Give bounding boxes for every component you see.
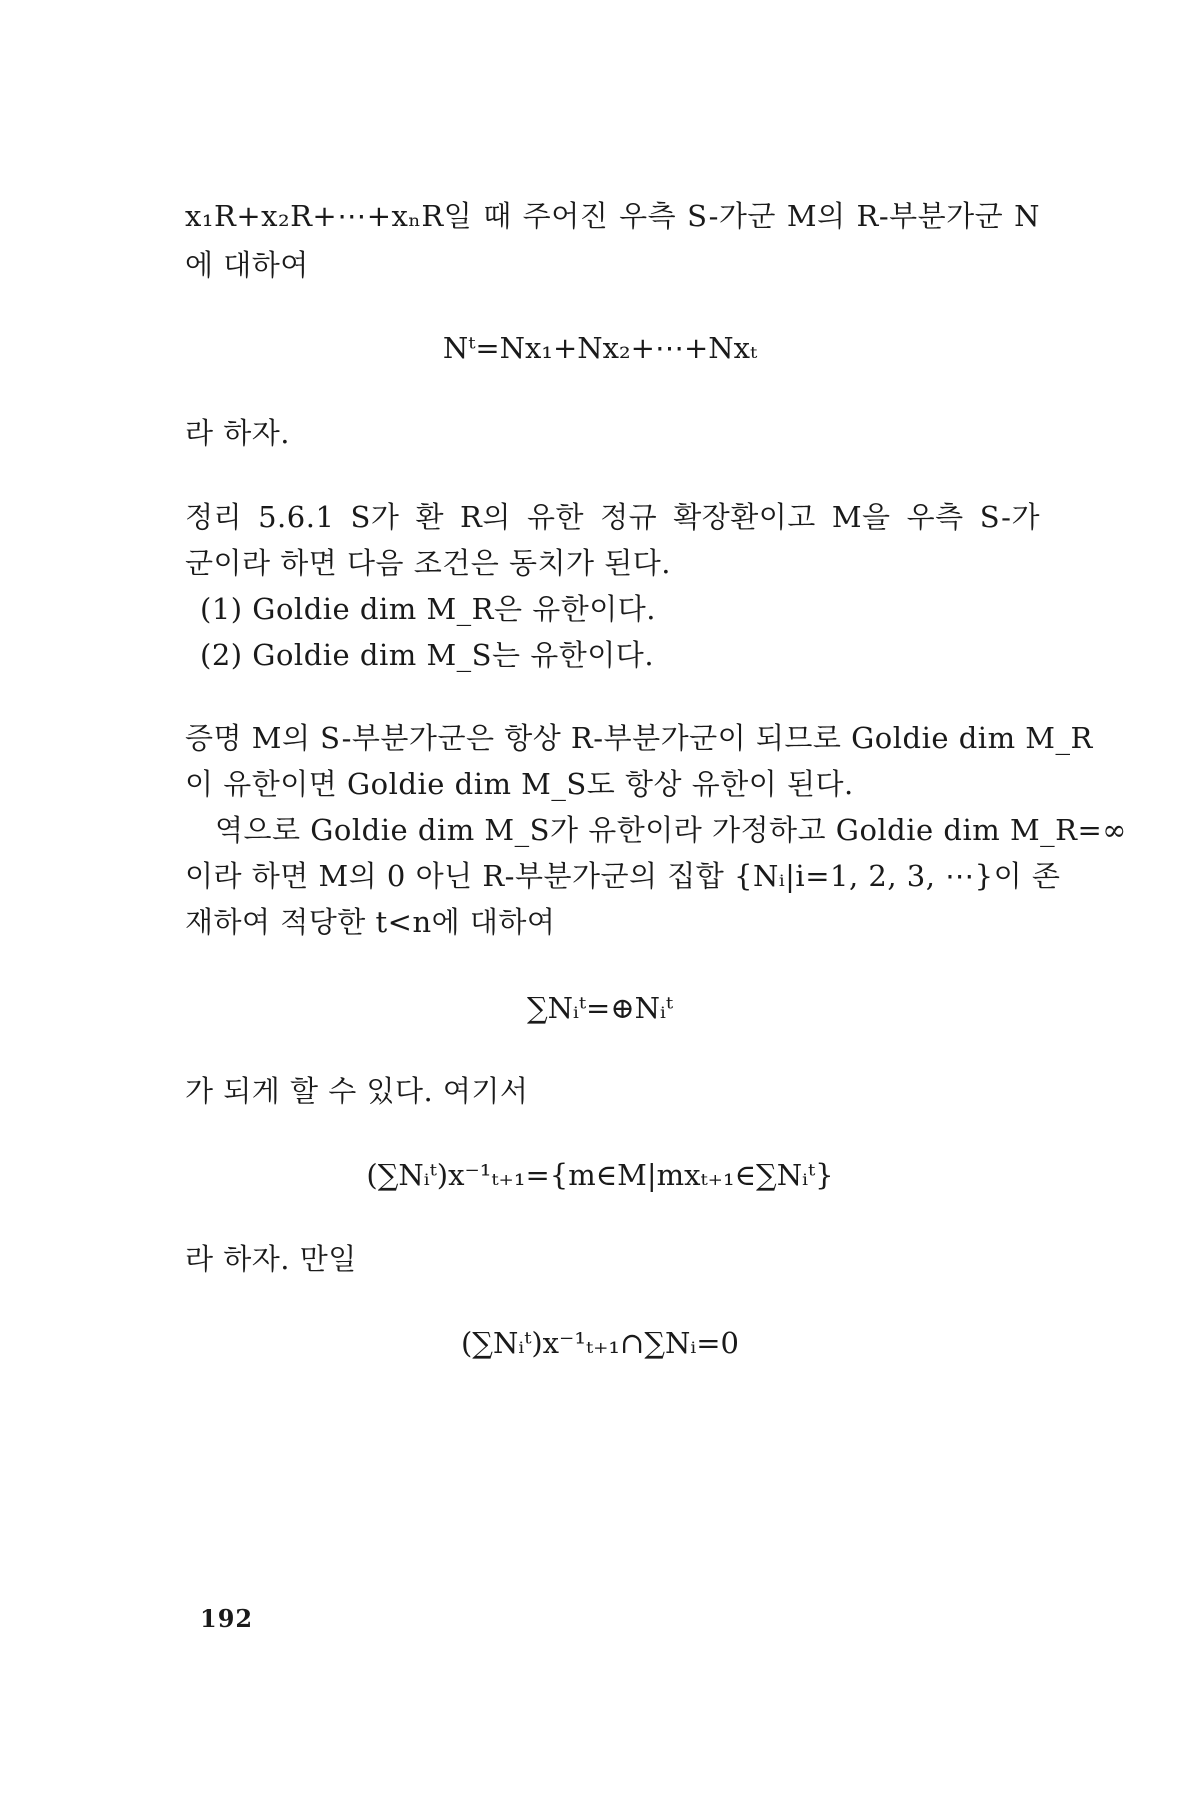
theorem-heading-line: 정리 5.6.1 S가 환 R의 유한 정규 확장환이고 M을 우측 S-가 — [185, 500, 1040, 534]
equation-direct-sum: ∑Nᵢᵗ=⊕Nᵢᵗ — [526, 991, 674, 1025]
theorem-condition-1: (1) Goldie dim M_R은 유한이다. — [200, 592, 657, 626]
equation-intersection: (∑Nᵢᵗ)x⁻¹ₜ₊₁∩∑Nᵢ=0 — [460, 1326, 740, 1360]
equation-colon-ideal: (∑Nᵢᵗ)x⁻¹ₜ₊₁={m∈M|mxₜ₊₁∈∑Nᵢᵗ} — [366, 1158, 834, 1192]
proof-line-3: 역으로 Goldie dim M_S가 유한이라 가정하고 Goldie dim M_R=∞ — [215, 813, 1127, 847]
proof-line-6: 가 되게 할 수 있다. 여기서 — [185, 1074, 529, 1108]
page-number: 192 — [200, 1604, 254, 1633]
proof-line-2: 이 유한이면 Goldie dim M_S도 항상 유한이 된다. — [185, 767, 854, 801]
theorem-condition-2: (2) Goldie dim M_S는 유한이다. — [200, 638, 655, 672]
proof-line-4: 이라 하면 M의 0 아닌 R-부분가군의 집합 {Nᵢ|i=1, 2, 3, ⋯}이 존 — [185, 859, 1061, 893]
equation-n-t: Nᵗ=Nx₁+Nx₂+⋯+Nxₜ — [442, 331, 758, 365]
text-line-1: x₁R+x₂R+⋯+xₙR일 때 주어진 우측 S-가군 M의 R-부분가군 N — [185, 199, 1040, 233]
proof-line-7: 라 하자. 만일 — [185, 1242, 357, 1276]
text-line-2: 에 대하여 — [185, 248, 309, 282]
theorem-line-2: 군이라 하면 다음 조건은 동치가 된다. — [185, 546, 672, 580]
proof-heading-line: 증명 M의 S-부분가군은 항상 R-부분가군이 되므로 Goldie dim M_R — [185, 721, 1093, 755]
proof-line-5: 재하여 적당한 t<n에 대하여 — [185, 905, 556, 939]
text-line-3: 라 하자. — [185, 416, 290, 450]
